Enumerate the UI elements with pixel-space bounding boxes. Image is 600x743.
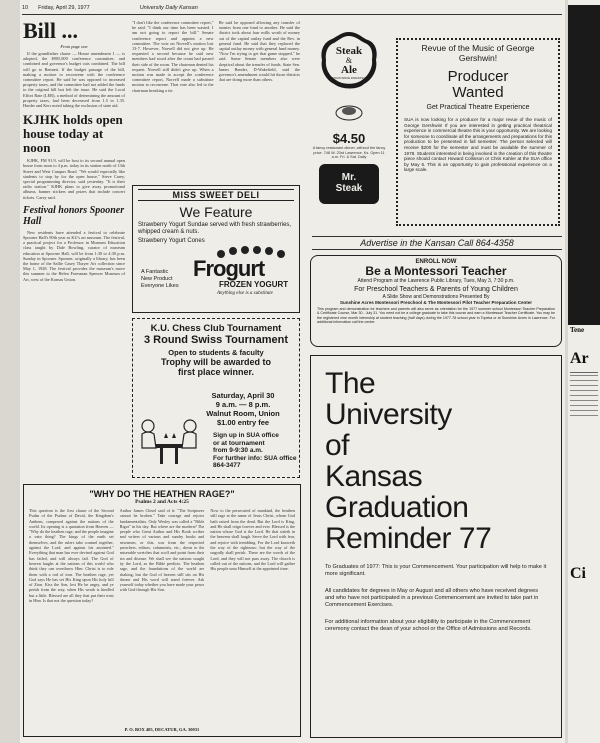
steak-logo-text1: Steak: [335, 45, 363, 57]
paper-name: University Daily Kansan: [139, 5, 198, 11]
heathen-col-b: Author James Chisel said of it: "The Scriptures cannot be broken." Take courage and rejoice fundamentalists. Only Wesley was called a "Bible Bigot" in his day. But where are the modern? The people who Great Author and His Book scribes and writers of various and sundry books and newsmen, or this, war from the respected preachers, editors, columnists, etc., down to the miserable wretches that scoff and point from their sin and disease. We shall see the nations sought by the Lord, as the Bible predicts. The heathen rage, and the foundations of the world are shaking, but the God of heaven still sits on His throne and His word will stand forever. Ask yourself today whether you have made your peace with God through His Son.: [119, 508, 205, 593]
jump-line: From page one: [60, 44, 88, 49]
deli-product-line2: New Product: [141, 276, 173, 282]
steak-details: A fancy restaurant dinner, without the fancy price. 748 W. 23rd Lawrence, Ks. Open 11 a.m. Fri. & Sat. Daily: [312, 146, 386, 160]
frogurt-logo: Frogurt: [193, 256, 265, 281]
deli-ad: [132, 185, 300, 313]
deli-product-line1: A Fantastic: [141, 269, 169, 275]
grad-line-6: Reminder 77: [325, 522, 492, 555]
festival-story: New residents have attended a festival to celebrate Spooner Hall's 80th year as KU's art museum. The festival, a practical project for a Professor in Museum Education class taught by Dale Bowling, curator of museum education at Spooner Hall, will be from 1:30 to 4:30 p.m. Sunday in Spooner. Spooner, originally a library, has been the home of the Sallie Casey Thayer Art collection since May 1, 1928. The festival provides the museum's move this summer to the Helen Foresman Spencer Museum of Art, west of the Kansas Union.: [23, 229, 125, 282]
grad-line-3: of: [325, 429, 350, 462]
chess-signup: [213, 432, 298, 470]
adjacent-photo: [568, 5, 600, 325]
revue-title: Revue of the Music of George Gershwin!: [421, 43, 535, 63]
bill-continued-a: "I don't like the conference committee report," he said. "I think our time has been wasted. I am not going to report the bill." Senate conference report and appoint a new committee. The vote on Norvell's motion lost 13-7. However, Norvell did not give up. He requested a second because he said new members had stood after the count had passed their side of the room. The chairman denied his request. Norvell still didn't give up. When a motion was made to accept the conference committee report, Norvell made a substitute motion to reconvene. That vote also led to the chairman breaking a tie.: [132, 20, 214, 93]
heathen-address: P. O. BOX 405, DECATUR, GA. 30031: [124, 727, 200, 732]
mr-steak-line2: Steak: [335, 182, 363, 194]
deli-item-cones: Strawberry Yogurt Cones: [138, 238, 205, 244]
chess-location: Walnut Room, Union: [206, 409, 280, 418]
chess-signup-line3: from 9-9:30 a.m.: [213, 447, 263, 454]
graduation-reminder-ad: [310, 355, 562, 738]
kjhk-headline: KJHK holds open house today at noon: [23, 112, 123, 156]
chess-trophy-line1: Trophy will be awarded to: [160, 357, 272, 367]
heathen-title: "WHY DO THE HEATHEN RAGE?": [89, 489, 235, 499]
adjacent-page-edge: [568, 0, 600, 743]
grad-paragraph-1: To Graduates of 1977: This is your Commencement. Your participation will help to make it more significant.: [325, 564, 547, 577]
heathen-col-a: This question is the first clause of the Second Psalm of the Psalms of David, the Kingdom's Anthem, composed against the nations of the world. Its opening is a quotation from Heaven — "Why do the heathen rage, and the people imagine a vain thing? The kings of the earth set themselves, and the rulers take counsel together, against the Lord, and against his anointed." Everything that man has ever devised against God has failed, and will always fail. The God of heaven laughs at the nations of this world who think they can overthrow Him. Christ is to rule them with a rod of iron. The heathen rage, yet God says He has set His King upon His holy hill of Zion. Kiss the Son, lest He be angry, and ye perish from the way, when His wrath is kindled but a little. Blessed are all they that put their trust in Him. Is that not the question today?: [29, 508, 114, 604]
revue-body: SUA is now looking for a producer for a major revue of the music of George Gershwin! If you are interested in getting practical theatrical experience in commercial theatre this is your opportunity. We are looking for someone to coordinate all the arrangements and preparations for this production to be presented in fall semester. The person selected will receive $200 for the semester and must be available the summer of 1978. Students interested in being involved in the creation of this theatre piece should contact Howard Collinson or Chris Kahler at the SUA office by May 6. This is an opportunity to gain professional experience on a large scale.: [404, 117, 552, 173]
deli-tagline: Anything else is a substitute: [217, 291, 273, 296]
grad-line-1: The: [325, 367, 376, 400]
chess-details: [193, 391, 293, 427]
heathen-col-c: Now to the persecuted of mankind, the heathen still rage at the name of Jesus Christ, whom God hath raised from the dead. But the Lord is King, and He shall reign forever and ever. Blessed is the nation whose God is the Lord. He that sitteth in the heavens shall laugh. Serve the Lord with fear, and rejoice with trembling. For the Lord knoweth the way of the righteous: but the way of the ungodly shall perish. These are the words of the Lord, and they will not pass away. The church is called out of the nations, and the Lord will gather His people unto Himself at the appointed time.: [210, 508, 296, 572]
grad-paragraph-3: For additional information about your eligibility to participate in the Commencement ceremony contact the dean of your school or the Office of Admissions and Records.: [325, 619, 532, 632]
adjacent-text: [570, 372, 598, 562]
heathen-ad: [23, 484, 301, 737]
heathen-subtitle: Psalms 2 and Acts 4:25: [135, 499, 189, 505]
page-number: 10: [22, 5, 29, 11]
bill-headline: Bill ...: [23, 20, 79, 43]
steak-logo-text3: Ale: [341, 64, 357, 76]
chess-signup-line2: or at tournament: [213, 439, 265, 447]
chess-signup-line1: Sign up in SUA office: [213, 432, 279, 439]
masthead: [22, 5, 562, 15]
adjacent-headline-3: Ci: [570, 565, 586, 582]
steak-plate-icon: [334, 97, 364, 123]
issue-date: Friday, April 29, 1977: [38, 5, 90, 11]
deli-item-sundae: Strawberry Yogurt Sundae served with fresh strawberries, whipped cream & nuts.: [138, 222, 292, 235]
steak-price: $4.50: [332, 131, 366, 146]
montessori-program: Attend Program at the Lawrence Public Library, Tues, May 3, 7:30 p.m.: [357, 278, 515, 284]
graduation-headline: [325, 368, 547, 554]
gershwin-revue-ad: [396, 38, 560, 226]
grad-line-2: University: [325, 398, 452, 431]
chess-tournament-ad: [132, 318, 300, 478]
frozen-yogurt-label: FROZEN YOGURT: [219, 280, 289, 289]
steak-ale-logo: [318, 30, 380, 92]
montessori-ad: [310, 255, 562, 347]
steak-logo-text4: FAMOUS SINCE FRANCISCAN: [328, 76, 370, 80]
revue-headline-1: Producer: [447, 68, 509, 85]
montessori-body: This program and demonstration for teachers and parents will also serve as orientation for the 1977 summer school Montessori Teacher Preparation & Certificate Course, Mar 30 - July 31. You need not be a college graduate to take this course and earn a Montessori Teacher Certificate. You may be the registered nine month internship at student teaching (half days) during the 1977-78 school year in Topeka or at Sunshine Acres in Lawrence. For additional information call the center.: [317, 307, 555, 324]
adjacent-headline-1: Tene: [570, 326, 585, 334]
left-column: [23, 20, 125, 485]
chess-eligibility: Open to students & faculty: [168, 348, 264, 357]
montessori-audience: For Preschool Teachers & Parents of Young Children: [354, 286, 518, 293]
mr-steak-line1: Mr.: [341, 171, 357, 183]
deli-product-line3: Everyone Likes: [141, 283, 179, 289]
bill-continued-b: He said he opposed allowing any transfer of monies from one fund to another. He said the district took about four mills worth of money out of the capital outlay fund and the Rev. in general fund. He said that they replaced the capital outlay money with general fund money. "Now I'm trying to get that game stopped," he said. Some Senate members also were skeptical about the transfer of funds. State Sen. James Bender, D-Wakefield, said the governor's amendment would hit those districts that are doing more than others.: [218, 20, 300, 83]
montessori-presented: A Slide Show and Demonstrations Presented By: [382, 294, 490, 300]
steak-logo-text2: &: [345, 56, 353, 65]
kjhk-story: KJHK, FM 91.9, will be host to its second annual open house from noon to 4 p.m. today in its station north of 13th Street and West Campus Road. "We would especially like students to stop by for the open house," Steve Carey, special programming director, said yesterday. "It is their radio station." KJHK plans to give away promotional albums, banner stickers and prizes that include concert tickets. Carey said.: [23, 158, 125, 200]
steak-ale-ad: [312, 30, 386, 235]
montessori-presenter: Sunshine Acres Montessori Preschool & The Montessori Pilot Teacher Preparation Center: [339, 300, 533, 305]
chess-time: 9 a.m. — 8 p.m.: [215, 400, 271, 409]
revue-tagline: Get Practical Theatre Experience: [426, 104, 530, 111]
grad-line-5: Graduation: [325, 491, 469, 524]
revue-headline-2: Wanted: [452, 84, 504, 101]
deli-product-note: [141, 269, 179, 290]
grad-line-4: Kansas: [325, 460, 423, 493]
festival-headline: Festival honors Spooner Hall: [23, 204, 125, 227]
chess-title: K.U. Chess Club Tournament: [150, 323, 282, 334]
mr-steak-logo: [319, 164, 379, 204]
chess-date: Saturday, April 30: [211, 391, 275, 400]
revue-producer-wanted: [404, 69, 552, 101]
montessori-headline: Be a Montessori Teacher: [365, 264, 507, 278]
chess-trophy-line2: first place winner.: [177, 367, 255, 377]
chess-format: 3 Round Swiss Tournament: [143, 334, 289, 346]
newspaper-page: [20, 0, 565, 743]
chess-players-icon: [138, 414, 198, 469]
grad-paragraph-2: All candidates for degrees in May or August and all others who have received degrees and who have not participated in a previous Commencement are invited to take part in Commencement Exercises.: [325, 588, 539, 608]
middle-text-columns: [132, 20, 300, 180]
deli-name: MISS SWEET DELI: [138, 189, 294, 201]
montessori-enroll: ENROLL NOW: [415, 259, 457, 265]
bill-story: If the grandfather clause — House amendment 1 — is adopted, the $905,000 conference committee, and combined and governor's budget cuts combined. The bill will go to Bennett. If the budget passage of the bill, making a motion to reconvene with the conference committee report. He said he was opposed to increased property taxes, and the committee had not added the funds to the original bill but left the issue. He said the Local Effort Rate (LER), a method of determining the amount of property taxes, had been decreased from 1.5 to 1.35. Harder and Kerr noted taking the exclusion of state aid.: [23, 51, 125, 109]
chess-fee: $1.00 entry fee: [216, 418, 270, 427]
chess-signup-line4: For further info: SUA office 864-3477: [213, 454, 297, 469]
advertise-banner: Advertise in the Kansan Call 864-4358: [312, 236, 562, 250]
deli-feature: We Feature: [179, 204, 253, 220]
adjacent-headline-2: Ar: [570, 350, 589, 367]
